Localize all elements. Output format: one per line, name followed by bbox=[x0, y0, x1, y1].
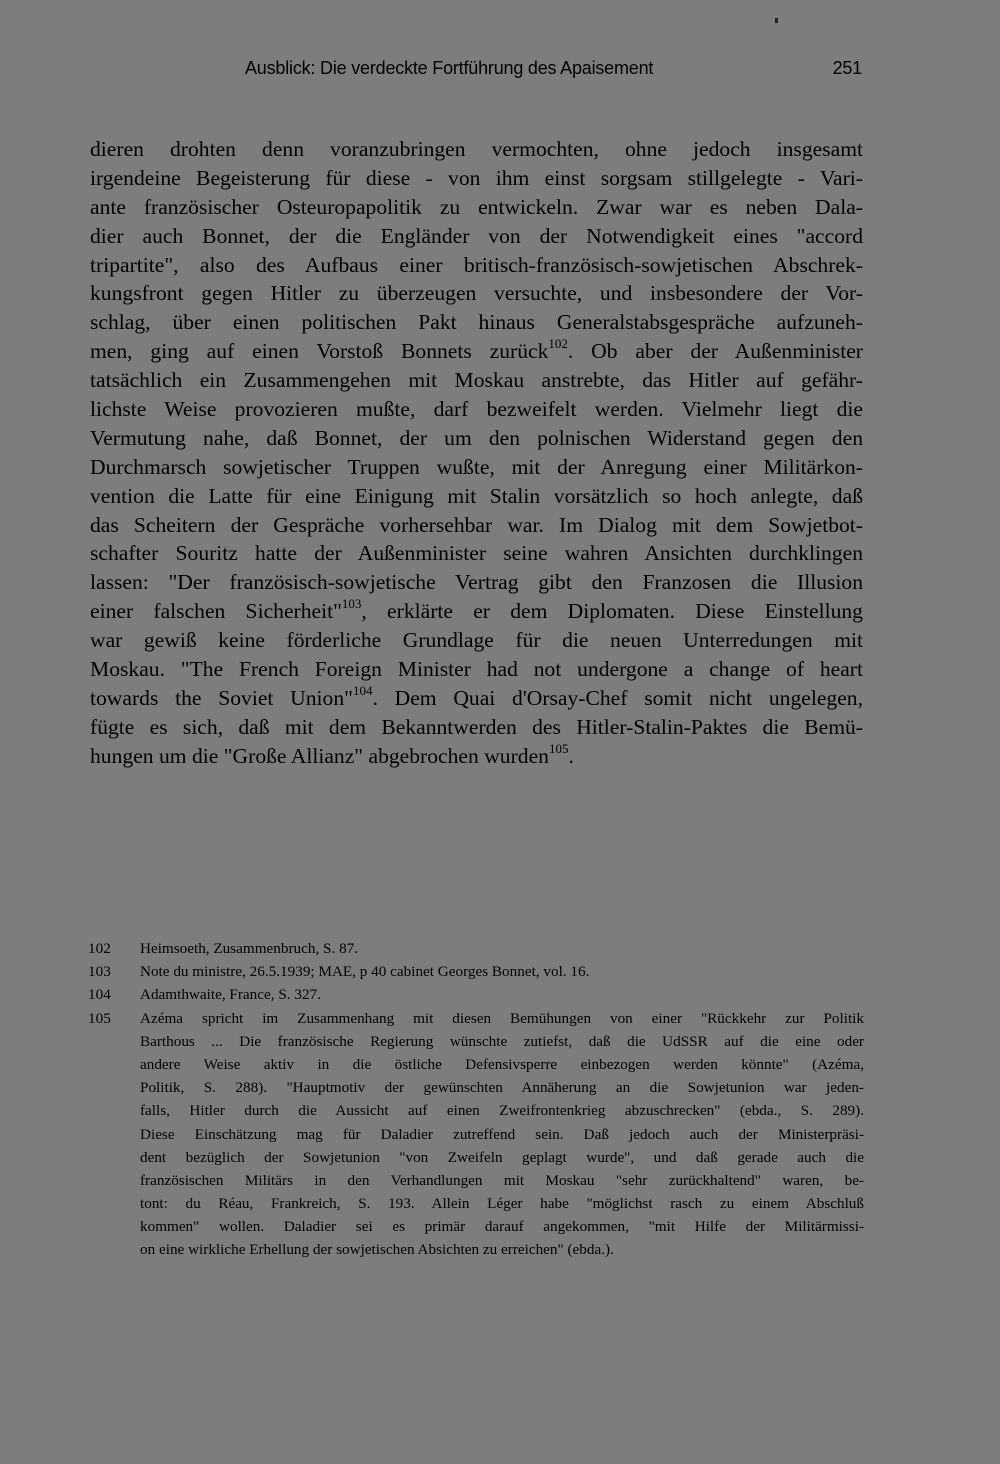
footnote-number: 103 bbox=[88, 963, 111, 981]
footnote-line: französischen Militärs in den Verhandlungen mit Moskau "sehr zurückhaltend" waren, be- bbox=[140, 1171, 864, 1189]
footnote-ref-103: 103 bbox=[341, 596, 362, 612]
body-line-text: . Dem Quai d'Orsay-Chef somit nicht ungelegen, bbox=[372, 685, 863, 710]
body-line: lassen: "Der französisch-sowjetische Vertrag gibt den Franzosen die Illusion bbox=[90, 570, 863, 595]
footnote bbox=[88, 983, 864, 1006]
body-line: kungsfront gegen Hitler zu überzeugen versuchte, und insbesondere der Vor- bbox=[90, 281, 863, 306]
footnote-line: Politik, S. 288). "Hauptmotiv der gewünschten Annäherung an die Sowjetunion war jeden- bbox=[140, 1079, 864, 1097]
body-line: irgendeine Begeisterung für diese - von ihm einst sorgsam stillgelegte - Vari- bbox=[90, 165, 863, 190]
footnote-ref-104: 104 bbox=[352, 682, 373, 698]
body-line-with-ref bbox=[90, 597, 863, 626]
footnote-line: andere Weise aktiv in die östliche Defensivsperre einbezogen werden könnte" (Azéma, bbox=[140, 1055, 864, 1073]
body-line: vention die Latte für eine Einigung mit Stalin vorsätzlich so hoch anlegte, daß bbox=[90, 483, 863, 508]
running-title: Ausblick: Die verdeckte Fortführung des Apaisement bbox=[245, 58, 654, 78]
footnote bbox=[88, 960, 864, 983]
footnote-line: falls, Hitler durch die Aussicht auf einen Zweifrontenkrieg abzuschrecken" (ebda., S. 289). bbox=[140, 1102, 864, 1120]
footnotes bbox=[88, 937, 864, 1262]
footnote-line: tont: du Réau, Frankreich, S. 193. Allein Léger habe "möglichst rasch zu einem Abschluß bbox=[140, 1195, 864, 1213]
body-line: fügte es sich, daß mit dem Bekanntwerden des Hitler-Stalin-Paktes die Bemü- bbox=[90, 714, 863, 739]
body-line-with-ref bbox=[90, 742, 863, 771]
footnote-line: Adamthwaite, France, S. 327. bbox=[140, 986, 321, 1004]
footnote-line: dent bezüglich der Sowjetunion "von Zweifeln geplagt wurde", und daß gerade auch die bbox=[140, 1148, 864, 1166]
body-line: lichste Weise provozieren mußte, darf bezweifelt werden. Vielmehr liegt die bbox=[90, 397, 863, 422]
body-line: dier auch Bonnet, der die Engländer von der Notwendigkeit eines "accord bbox=[90, 223, 863, 248]
body-line-with-ref bbox=[90, 684, 863, 713]
body-line-text: , erklärte er dem Diplomaten. Diese Einstellung bbox=[361, 599, 863, 624]
body-line-with-ref bbox=[90, 337, 863, 366]
body-line: ante französischer Osteuropapolitik zu entwickeln. Zwar war es neben Dala- bbox=[90, 194, 863, 219]
footnote-line: Note du ministre, 26.5.1939; MAE, p 40 cabinet Georges Bonnet, vol. 16. bbox=[140, 963, 590, 981]
body-line: Durchmarsch sowjetischer Truppen wußte, mit der Anregung einer Militärkon- bbox=[90, 454, 863, 479]
body-line: tatsächlich ein Zusammengehen mit Moskau anstrebte, das Hitler auf gefähr- bbox=[90, 368, 863, 393]
body-line-text: towards the Soviet Union" bbox=[90, 685, 353, 710]
body-text bbox=[90, 135, 863, 771]
footnote-number: 104 bbox=[88, 986, 111, 1004]
footnote bbox=[88, 937, 864, 960]
footnote-number: 102 bbox=[88, 940, 111, 957]
footnote-line: Diese Einschätzung mag für Daladier zutreffend sein. Daß jedoch auch der Ministerpräsi- bbox=[140, 1125, 864, 1143]
body-line: tripartite", also des Aufbaus einer britisch-französisch-sowjetischen Abschrek- bbox=[90, 252, 863, 277]
body-line-text: einer falschen Sicherheit" bbox=[90, 599, 342, 624]
body-line: schafter Souritz hatte der Außenminister seine wahren Ansichten durchklingen bbox=[90, 541, 863, 566]
footnote-number: 105 bbox=[88, 1009, 111, 1027]
body-line-text: . Ob aber der Außenminister bbox=[567, 339, 863, 364]
footnote-line: on eine wirkliche Erhellung der sowjetischen Absichten zu erreichen" (ebda.). bbox=[140, 1241, 614, 1259]
running-head bbox=[245, 58, 865, 84]
body-line: schlag, über einen politischen Pakt hinaus Generalstabsgespräche aufzuneh- bbox=[90, 310, 863, 335]
body-line: dieren drohten denn voranzubringen vermochten, ohne jedoch insgesamt bbox=[90, 137, 863, 161]
scan-speck bbox=[775, 18, 778, 23]
footnote-ref-105: 105 bbox=[548, 740, 569, 756]
body-line: war gewiß keine förderliche Grundlage für die neuen Unterredungen mit bbox=[90, 628, 863, 653]
footnote-line: kommen" wollen. Daladier sei es primär darauf angekommen, "mit Hilfe der Militärmissi- bbox=[140, 1218, 864, 1236]
body-line-text: . bbox=[568, 743, 574, 768]
body-line: Moskau. "The French Foreign Minister had not undergone a change of heart bbox=[90, 657, 863, 682]
body-line: das Scheitern der Gespräche vorhersehbar war. Im Dialog mit dem Sowjetbot- bbox=[90, 512, 863, 537]
footnote bbox=[88, 1007, 864, 1262]
body-line-text: hungen um die "Große Allianz" abgebrochen wurden bbox=[90, 743, 549, 768]
footnote-line: Heimsoeth, Zusammenbruch, S. 87. bbox=[140, 940, 359, 957]
footnote-line: Azéma spricht im Zusammenhang mit diesen Bemühungen von einer "Rückkehr zur Politik bbox=[140, 1009, 864, 1027]
footnote-line: Barthous ... Die französische Regierung wünschte zutiefst, daß die UdSSR auf die eine oder bbox=[140, 1032, 864, 1050]
footnote-ref-102: 102 bbox=[548, 336, 568, 352]
page-number: 251 bbox=[832, 58, 862, 78]
body-line: Vermutung nahe, daß Bonnet, der um den polnischen Widerstand gegen den bbox=[90, 425, 863, 450]
body-line-text: men, ging auf einen Vorstoß Bonnets zurück bbox=[90, 339, 549, 364]
